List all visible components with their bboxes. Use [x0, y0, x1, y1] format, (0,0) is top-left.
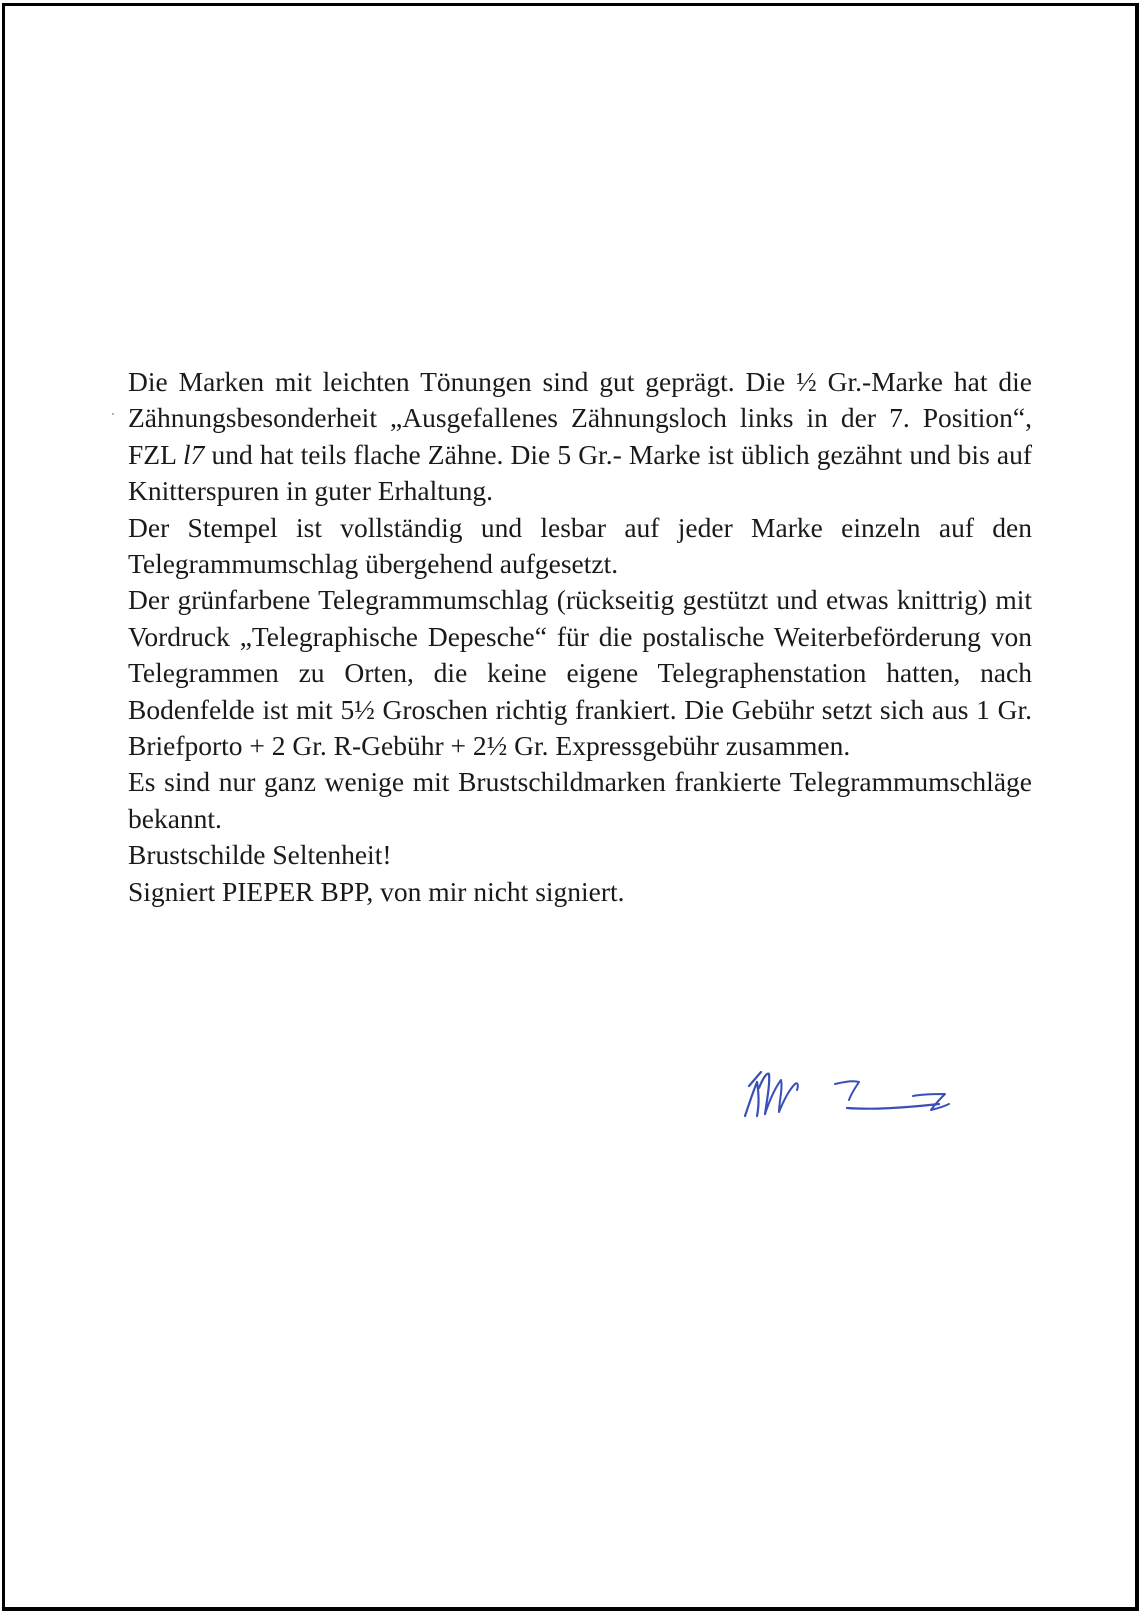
paragraph-cancellation: Der Stempel ist vollständig und lesbar auf jeder Marke einzeln auf den Telegrammumschlag übergehend aufgesetzt. — [128, 511, 1032, 580]
paragraph-envelope: Der grünfarbene Telegrammumschlag (rückseitig gestützt und etwas knittrig) mit Vordruck „Telegraphische Depesche“ für die postalische Weiterbeförderung von Telegrammen zu Orten, die keine eigene Telegraphenstation hatten, nach Bodenfelde ist mit 5½ Groschen richtig frankiert. Die Gebühr setzt sich aus 1 Gr. Briefporto + 2 Gr. R-Gebühr + 2½ Gr. Expressgebühr zusammen. — [128, 584, 1032, 762]
paragraph-signature-note: Signiert PIEPER BPP, von mir nicht signiert. — [128, 875, 625, 907]
paragraph-rarity-exclamation: Brustschilde Seltenheit! — [128, 839, 392, 871]
handwritten-signature — [743, 1064, 983, 1124]
paragraph-rarity-note: Es sind nur ganz wenige mit Brustschildmarken frankierte Telegrammumschläge bekannt. — [128, 766, 1032, 834]
paragraph-stamp-description-part2: und hat teils flache Zähne. Die 5 Gr.- Marke ist üblich gezähnt und bis auf Knitterspuren in guter Erhaltung. — [128, 438, 1033, 507]
paper-speck — [112, 413, 114, 415]
paragraph-stamp-description — [128, 364, 1032, 510]
paragraph-stamp-description-part1: Die Marken mit leichten Tönungen sind gut geprägt. Die ½ Gr.-Marke hat die Zähnungsbesonderheit „Ausgefallenes Zähnungsloch links in der 7. Position“, FZL — [128, 366, 1032, 470]
page-frame — [2, 3, 1139, 1611]
fzl-position-code: l7 — [183, 438, 205, 470]
document-body — [128, 364, 1032, 910]
